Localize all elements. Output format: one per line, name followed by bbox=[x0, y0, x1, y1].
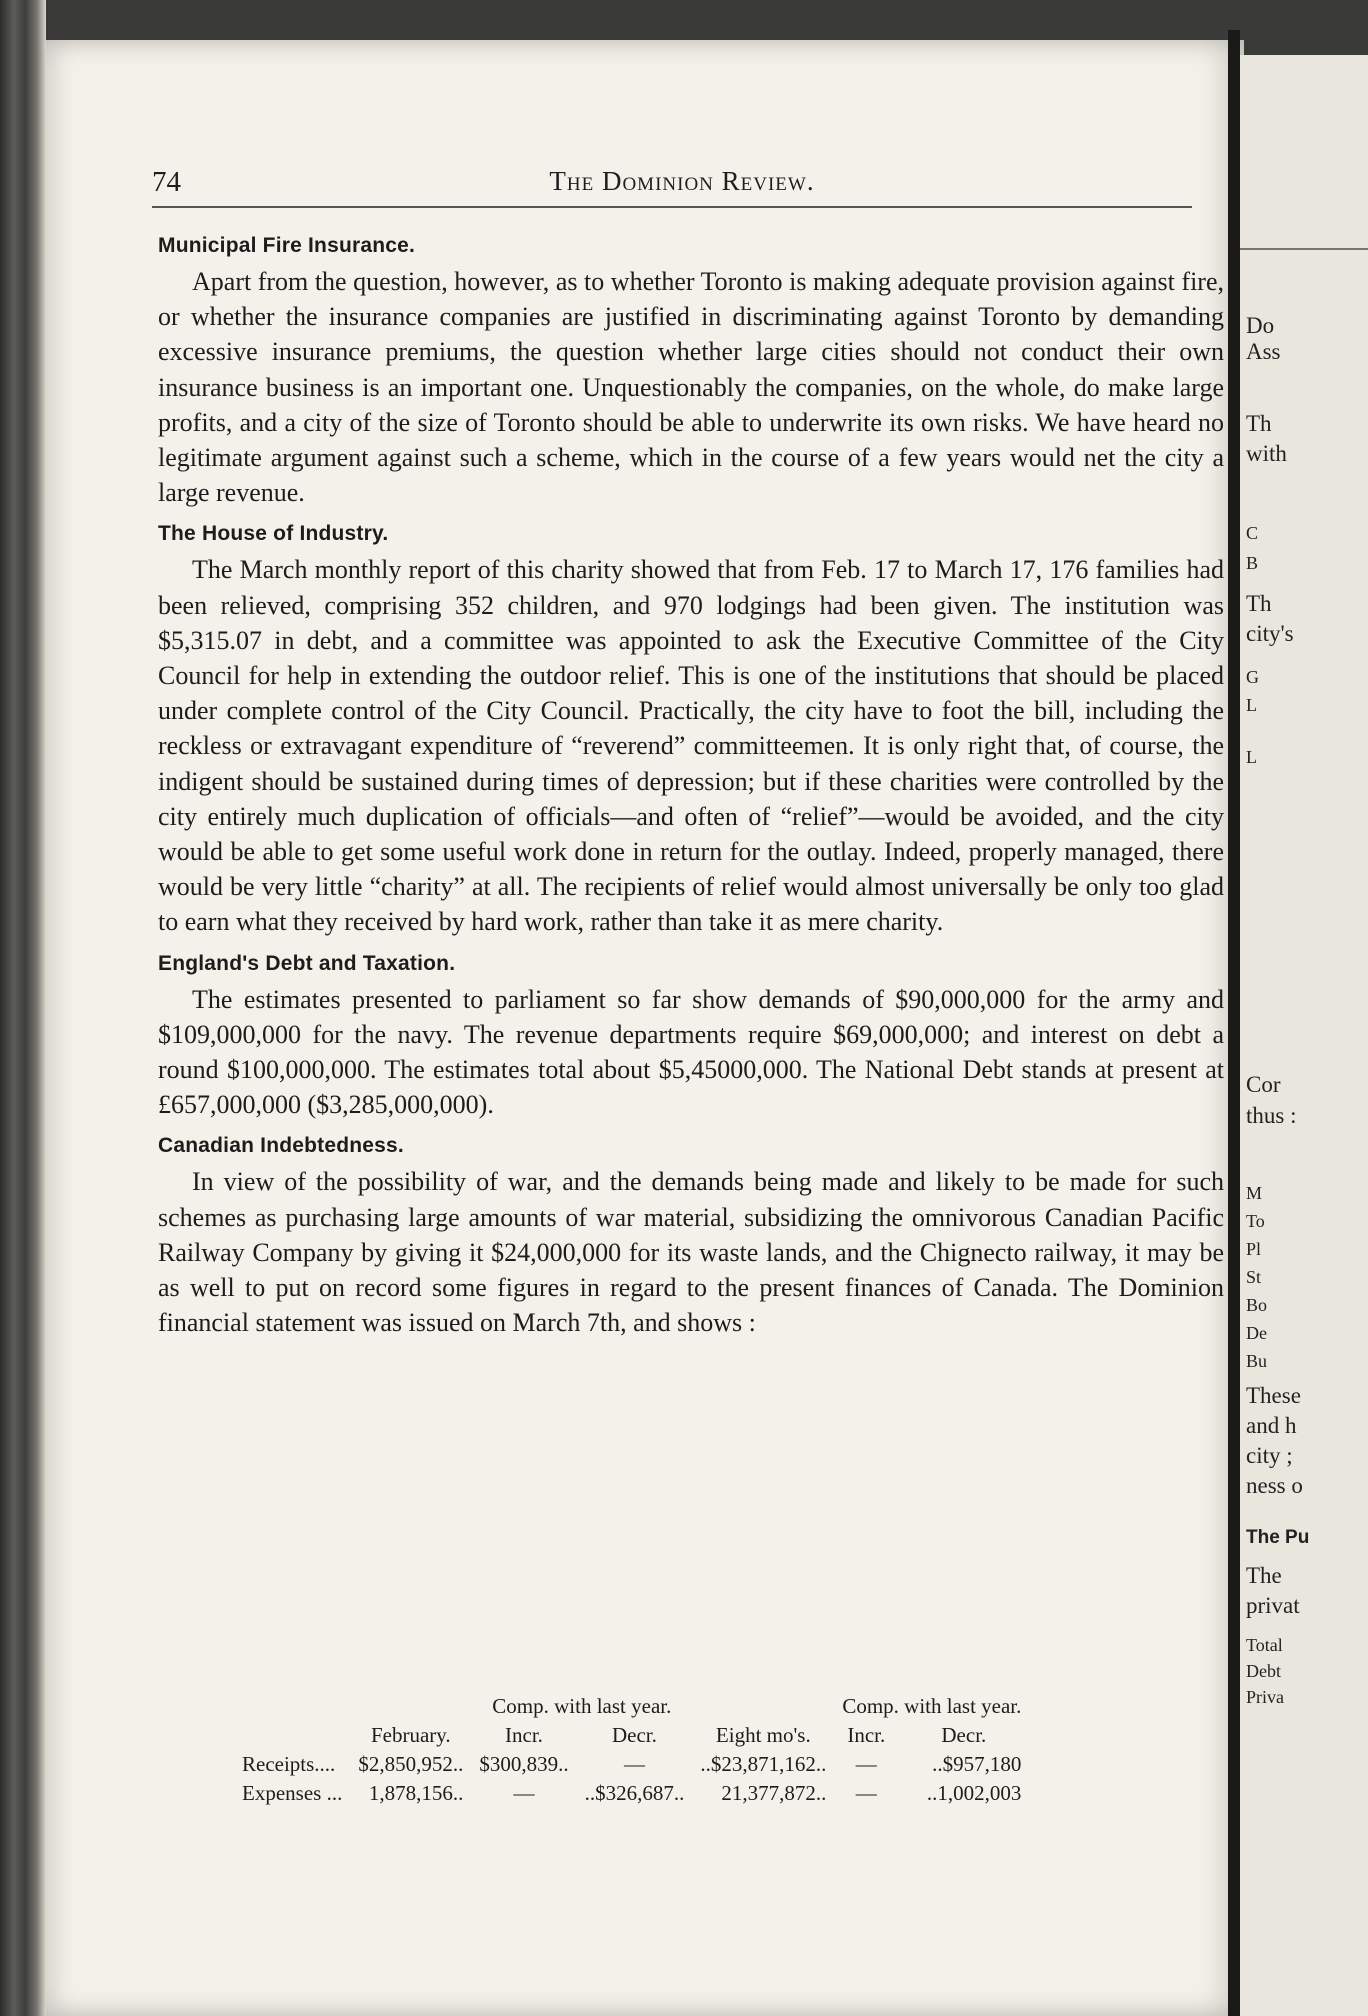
facing-page-fragment: L bbox=[1246, 695, 1257, 715]
facing-page-fragment: privat bbox=[1246, 1593, 1300, 1618]
running-head bbox=[152, 166, 1212, 206]
table-header-row bbox=[234, 1721, 1029, 1750]
column-header: Incr. bbox=[847, 1723, 886, 1747]
table-cell: ..$23,871,162.. bbox=[700, 1752, 827, 1776]
column-header: February. bbox=[370, 1723, 451, 1747]
facing-page-fragment: Total bbox=[1246, 1635, 1283, 1655]
table-cell: $2,850,952.. bbox=[358, 1752, 464, 1776]
facing-page-fragment: L bbox=[1246, 747, 1257, 767]
section-municipal-fire-insurance bbox=[158, 234, 1224, 510]
facing-page-fragment: Pl bbox=[1246, 1239, 1262, 1259]
financial-statement-table bbox=[234, 1692, 1029, 1808]
facing-page-fragment: Th bbox=[1246, 411, 1272, 436]
facing-page-edge bbox=[1240, 55, 1368, 2016]
facing-page-fragment: The bbox=[1246, 1563, 1282, 1588]
section-canadian-indebtedness bbox=[158, 1134, 1224, 1340]
facing-page-fragment: Ass bbox=[1246, 339, 1281, 364]
facing-page-fragment: with bbox=[1246, 441, 1287, 466]
table-cell: ..$326,687.. bbox=[584, 1781, 685, 1805]
facing-page-fragment: These bbox=[1246, 1383, 1301, 1408]
section-englands-debt bbox=[158, 952, 1224, 1123]
facing-page-fragment: ness o bbox=[1246, 1473, 1303, 1498]
table-group-header-row bbox=[234, 1692, 1029, 1721]
row-label: Receipts.... bbox=[242, 1752, 336, 1776]
facing-page-fragment: Do bbox=[1246, 313, 1275, 338]
section-paragraph: The March monthly report of this charity showed that from Feb. 17 to March 17, 176 families had been relieved, comprising 352 children, and 970 lodgings had been given. The institution was $5,315.07 in debt, and a committee was appointed to ask the Executive Committee of the City Council for help in extending the outdoor relief. This is one of the institutions that should be placed under complete control of the City Council. Practically, the city have to foot the bill, including the reckless or extravagant expenditure of “reverend” committeemen. It is only right that, of course, the indigent should be sustained during times of depression; but if these charities were controlled by the city entirely much duplication of officials—and often of “relief”—would be avoided, and the city would be able to get some useful work done in return for the outlay. Indeed, properly managed, there would be very little “charity” at all. The recipients of relief would almost universally be only too glad to earn what they received by hard work, rather than take it as mere charity. bbox=[158, 555, 1224, 937]
section-paragraph: Apart from the question, however, as to whether Toronto is making adequate provision against fire, or whether the insurance companies are justified in discriminating against Toronto by demanding excessive insurance premiums, the question whether large cities should not conduct their own insurance business is an important one. Unquestionably the companies, on the whole, do make large profits, and a city of the size of Toronto should be able to underwrite its own risks. We have heard no legitimate argument against such a scheme, which in the course of a few years would net the city a large revenue. bbox=[158, 267, 1224, 508]
table-row bbox=[234, 1779, 1029, 1808]
section-heading: Canadian Indebtedness. bbox=[158, 1134, 404, 1158]
facing-page-fragment: B bbox=[1246, 553, 1259, 573]
row-label: Expenses ... bbox=[242, 1781, 343, 1805]
facing-page-fragment: and h bbox=[1246, 1413, 1297, 1438]
facing-page-fragment: Debt bbox=[1246, 1661, 1281, 1681]
section-heading: The House of Industry. bbox=[158, 522, 389, 546]
section-paragraph: The estimates presented to parliament so far show demands of $90,000,000 for the army and $109,000,000 for the navy. The revenue departments require $69,000,000; and interest on debt a round $100,000,000. The estimates total about $5,45000,000. The National Debt stands at present at £657,000,000 ($3,285,000,000). bbox=[158, 984, 1224, 1120]
journal-title: The Dominion Review. bbox=[549, 166, 815, 196]
section-heading: Municipal Fire Insurance. bbox=[158, 234, 416, 257]
facing-page-fragment: Priva bbox=[1246, 1687, 1284, 1707]
facing-page-fragment: Th bbox=[1246, 591, 1272, 616]
facing-page-fragment: city ; bbox=[1246, 1443, 1293, 1468]
page-number: 74 bbox=[152, 166, 181, 198]
facing-page-rule bbox=[1240, 248, 1368, 250]
facing-page-fragment: city's bbox=[1246, 621, 1294, 646]
facing-page-fragment: thus : bbox=[1246, 1103, 1297, 1128]
facing-page-fragment: The Pu bbox=[1246, 1527, 1310, 1548]
column-header: Eight mo's. bbox=[715, 1723, 811, 1747]
table-cell: — bbox=[513, 1781, 535, 1805]
book-binding-left bbox=[0, 0, 46, 2016]
table-cell: — bbox=[623, 1752, 645, 1776]
facing-page-fragment: To bbox=[1246, 1211, 1265, 1231]
facing-page-fragment: St bbox=[1246, 1267, 1262, 1287]
section-house-of-industry bbox=[158, 522, 1224, 939]
table-row bbox=[234, 1750, 1029, 1779]
facing-page-fragment: M bbox=[1246, 1183, 1263, 1203]
facing-page-fragment: C bbox=[1246, 523, 1259, 543]
group-header: Comp. with last year. bbox=[842, 1694, 1022, 1718]
table-cell: ..1,002,003 bbox=[926, 1781, 1022, 1805]
section-paragraph: In view of the possibility of war, and the demands being made and likely to be made for such schemes as purchasing large amounts of war material, subsidizing the omnivorous Canadian Pacific Railway Company by giving it $24,000,000 for its waste lands, and the Chignecto railway, it may be as well to put on record some figures in regard to the present finances of Canada. The Dominion financial statement was issued on March 7th, and shows : bbox=[158, 1167, 1224, 1338]
table-cell: — bbox=[855, 1781, 877, 1805]
facing-page-fragment: Bo bbox=[1246, 1295, 1268, 1315]
table-cell: $300,839.. bbox=[479, 1752, 569, 1776]
group-header: Comp. with last year. bbox=[492, 1694, 672, 1718]
column-header: Decr. bbox=[941, 1723, 987, 1747]
facing-page-fragment: Cor bbox=[1246, 1072, 1281, 1097]
book-gutter bbox=[1228, 30, 1240, 2016]
header-rule bbox=[152, 206, 1192, 208]
facing-page-fragment: G bbox=[1246, 667, 1259, 687]
table-cell: — bbox=[855, 1752, 877, 1776]
facing-page-fragment: De bbox=[1246, 1323, 1267, 1343]
article-body bbox=[158, 222, 1224, 1340]
column-header: Incr. bbox=[505, 1723, 543, 1747]
column-header: Decr. bbox=[612, 1723, 657, 1747]
facing-page-fragment: Bu bbox=[1246, 1351, 1268, 1371]
table-cell: 21,377,872.. bbox=[721, 1781, 827, 1805]
table-cell: 1,878,156.. bbox=[368, 1781, 464, 1805]
table-cell: ..$957,180 bbox=[932, 1752, 1022, 1776]
section-heading: England's Debt and Taxation. bbox=[158, 951, 456, 975]
